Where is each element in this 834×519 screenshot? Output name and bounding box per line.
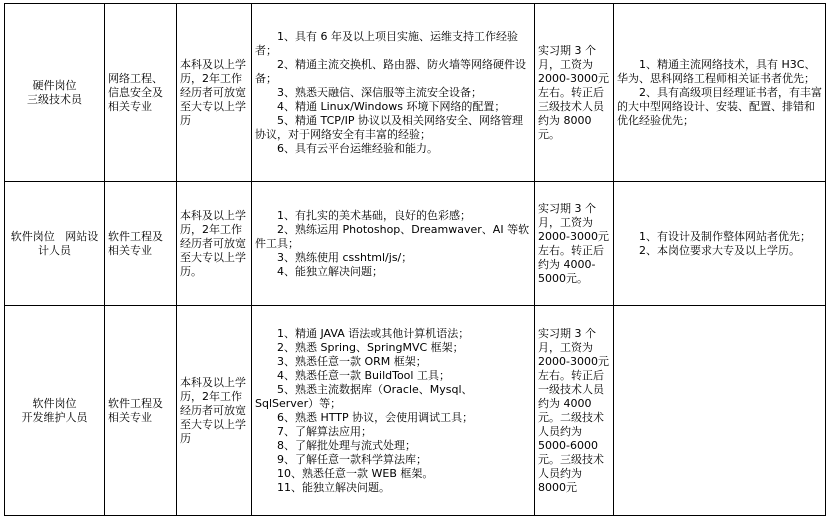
education-cell xyxy=(177,306,252,516)
requirement-item: 5、精通 TCP/IP 协议以及相关网络安全、网络管理协议，对于网络安全有丰富的经验； xyxy=(255,113,523,141)
preferred-cell xyxy=(614,4,826,182)
major-cell xyxy=(105,306,177,516)
requirements-cell xyxy=(252,4,535,182)
position-cell xyxy=(5,4,105,182)
major-text: 网络工程、信息安全及相关专业 xyxy=(108,71,163,113)
requirement-item: 1、具有 6 年及以上项目实施、运维支持工作经验者； xyxy=(255,29,518,57)
requirement-item: 2、熟练运用 Photoshop、Dreamwaver、AI 等软件工具； xyxy=(255,222,530,250)
requirement-item: 9、了解任意一款科学算法库； xyxy=(277,452,427,466)
requirement-item: 1、精通 JAVA 语法或其他计算机语法； xyxy=(277,326,470,340)
preferred-item: 2、具有高级项目经理证书者，有丰富的大中型网络设计、安装、配置、排错和优化经验优先； xyxy=(617,85,822,127)
salary-cell xyxy=(535,4,614,182)
education-text: 本科及以上学历，2年工作经历者可放宽至大专以上学历。 xyxy=(180,208,246,278)
requirement-item: 10、熟悉任意一款 WEB 框架。 xyxy=(277,466,434,480)
salary-text: 实习期 3 个月，工资为 2000-3000元左右。转正后约为 4000-5000元。 xyxy=(538,201,609,285)
salary-cell xyxy=(535,306,614,516)
major-text: 软件工程及相关专业 xyxy=(108,396,163,424)
requirement-item: 1、有扎实的美术基础，良好的色彩感； xyxy=(277,208,471,222)
preferred-item: 1、精通主流网络技术，具有 H3C、华为、思科网络工程师相关证书者优先； xyxy=(617,57,816,85)
requirement-item: 6、熟悉 HTTP 协议，会使用调试工具； xyxy=(277,410,474,424)
major-text: 软件工程及相关专业 xyxy=(108,229,163,257)
requirement-item: 2、精通主流交换机、路由器、防火墙等网络硬件设备； xyxy=(255,57,526,85)
job-table xyxy=(4,3,826,516)
major-cell xyxy=(105,4,177,182)
position-text: 软件岗位 网站设计人员 xyxy=(10,229,99,257)
position-text: 硬件岗位 三级技术员 xyxy=(27,78,82,106)
preferred-item: 2、本岗位要求大专及以上学历。 xyxy=(639,243,800,257)
requirement-item: 8、了解批处理与流式处理； xyxy=(277,438,416,452)
salary-text: 实习期 3 个月，工资为 2000-3000元左右。转正后三级技术人员约为 8000元。 xyxy=(538,43,609,141)
major-cell xyxy=(105,182,177,306)
requirement-item: 7、了解算法应用； xyxy=(277,424,372,438)
requirement-item: 3、熟练使用 csshtml/js/； xyxy=(277,250,413,264)
position-text: 软件岗位 开发维护人员 xyxy=(21,396,88,424)
requirement-item: 3、熟悉天融信、深信服等主流安全设备； xyxy=(277,85,482,99)
requirements-cell xyxy=(252,306,535,516)
table-row xyxy=(5,4,826,182)
requirement-item: 4、熟悉任意一款 BuildTool 工具； xyxy=(277,368,450,382)
salary-cell xyxy=(535,182,614,306)
requirement-item: 6、具有云平台运维经验和能力。 xyxy=(277,141,438,155)
table-row xyxy=(5,182,826,306)
position-cell xyxy=(5,182,105,306)
requirement-item: 4、能独立解决问题； xyxy=(277,264,383,278)
preferred-cell xyxy=(614,182,826,306)
requirement-item: 5、熟悉主流数据库（Oracle、Mysql、SqlServer）等； xyxy=(255,382,473,410)
requirement-item: 2、熟悉 Spring、SpringMVC 框架； xyxy=(277,340,464,354)
requirement-item: 11、能独立解决问题。 xyxy=(277,480,390,494)
position-cell xyxy=(5,306,105,516)
salary-text: 实习期 3 个月，工资为 2000-3000元左右。转正后一级技术人员约为 4000元。二级技术人员约为 5000-6000元。三级技术人员约为 8000元 xyxy=(538,326,609,494)
education-text: 本科及以上学历，2年工作经历者可放宽至大专以上学历 xyxy=(180,57,246,127)
requirement-item: 3、熟悉任意一款 ORM 框架； xyxy=(277,354,427,368)
requirements-cell xyxy=(252,182,535,306)
requirement-item: 4、精通 Linux/Windows 环境下网络的配置； xyxy=(277,99,506,113)
table-row xyxy=(5,306,826,516)
education-cell xyxy=(177,182,252,306)
preferred-cell xyxy=(614,306,826,516)
education-text: 本科及以上学历，2年工作经历者可放宽至大专以上学历 xyxy=(180,375,246,445)
preferred-item: 1、有设计及制作整体网站者优先； xyxy=(639,229,811,243)
education-cell xyxy=(177,4,252,182)
